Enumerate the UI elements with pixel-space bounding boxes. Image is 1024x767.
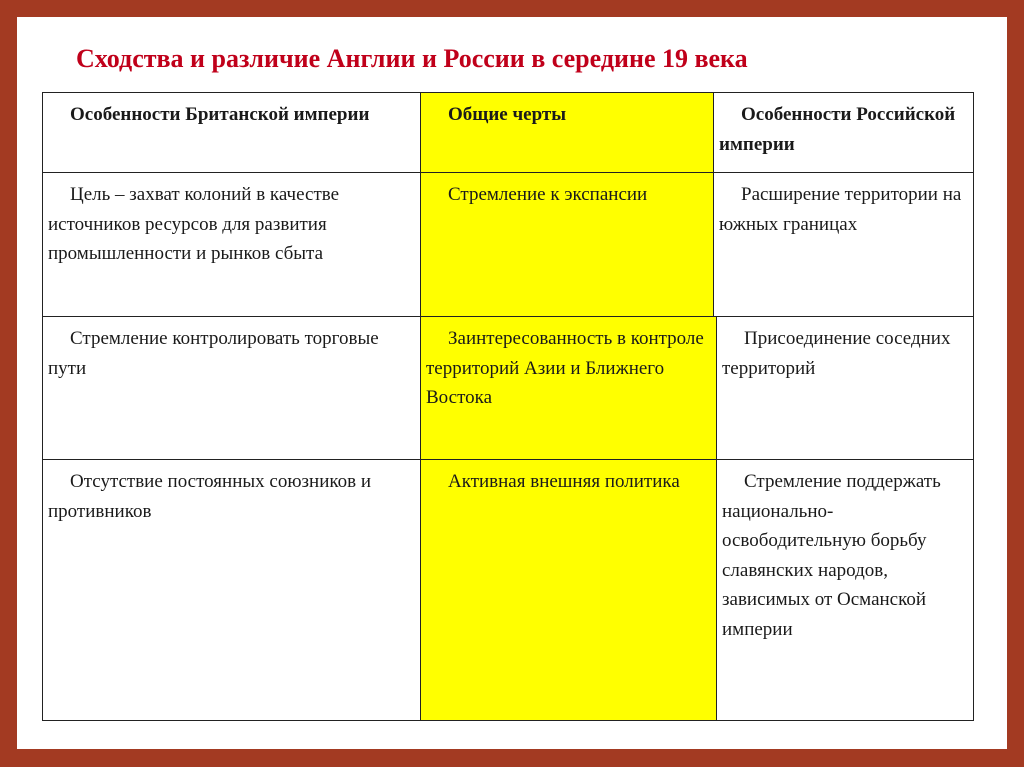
cell-text: Стремление поддержать национально-освободительную борьбу славянских народов, зависимых от Османской империи <box>722 471 941 640</box>
cell-text: Расширение территории на южных границах <box>719 184 962 235</box>
cell-text: Активная внешняя политика <box>448 471 680 492</box>
cell-text: Заинтересованность в контроле территорий Азии и Ближнего Востока <box>426 328 704 408</box>
header-common-features-text: Общие черты <box>448 104 567 125</box>
cell-text: Присоединение соседних территорий <box>722 328 951 379</box>
table-cell-r1-british <box>42 174 420 269</box>
table-cell-r2-common <box>420 318 716 413</box>
table-border-top <box>42 92 974 93</box>
cell-text: Цель – захват колоний в качестве источников ресурсов для развития промышленности и рынков сбыта <box>48 184 340 264</box>
table-cell-r3-russian <box>716 461 973 644</box>
table-border-bottom <box>42 720 974 721</box>
table-border-right <box>973 92 974 721</box>
header-russian-empire <box>713 94 973 159</box>
row-divider-3 <box>42 459 974 460</box>
row-divider-2 <box>42 316 974 317</box>
cell-text: Стремление контролировать торговые пути <box>48 328 379 379</box>
cell-text: Отсутствие постоянных союзников и противников <box>48 471 372 522</box>
row-divider-1 <box>42 172 974 173</box>
table-cell-r1-russian <box>713 174 973 239</box>
slide-title: Сходства и различие Англии и России в середине 19 века <box>76 44 748 73</box>
header-british-empire-text: Особенности Британской империи <box>70 104 370 125</box>
header-russian-empire-text: Особенности Российской империи <box>719 104 956 155</box>
header-british-empire <box>42 94 420 130</box>
table-cell-r2-british <box>42 318 420 383</box>
table-cell-r1-common <box>420 174 713 210</box>
table-cell-r3-common <box>420 461 716 497</box>
header-common-features <box>420 94 713 130</box>
table-cell-r3-british <box>42 461 420 526</box>
table-cell-r2-russian <box>716 318 973 383</box>
cell-text: Стремление к экспансии <box>448 184 648 205</box>
